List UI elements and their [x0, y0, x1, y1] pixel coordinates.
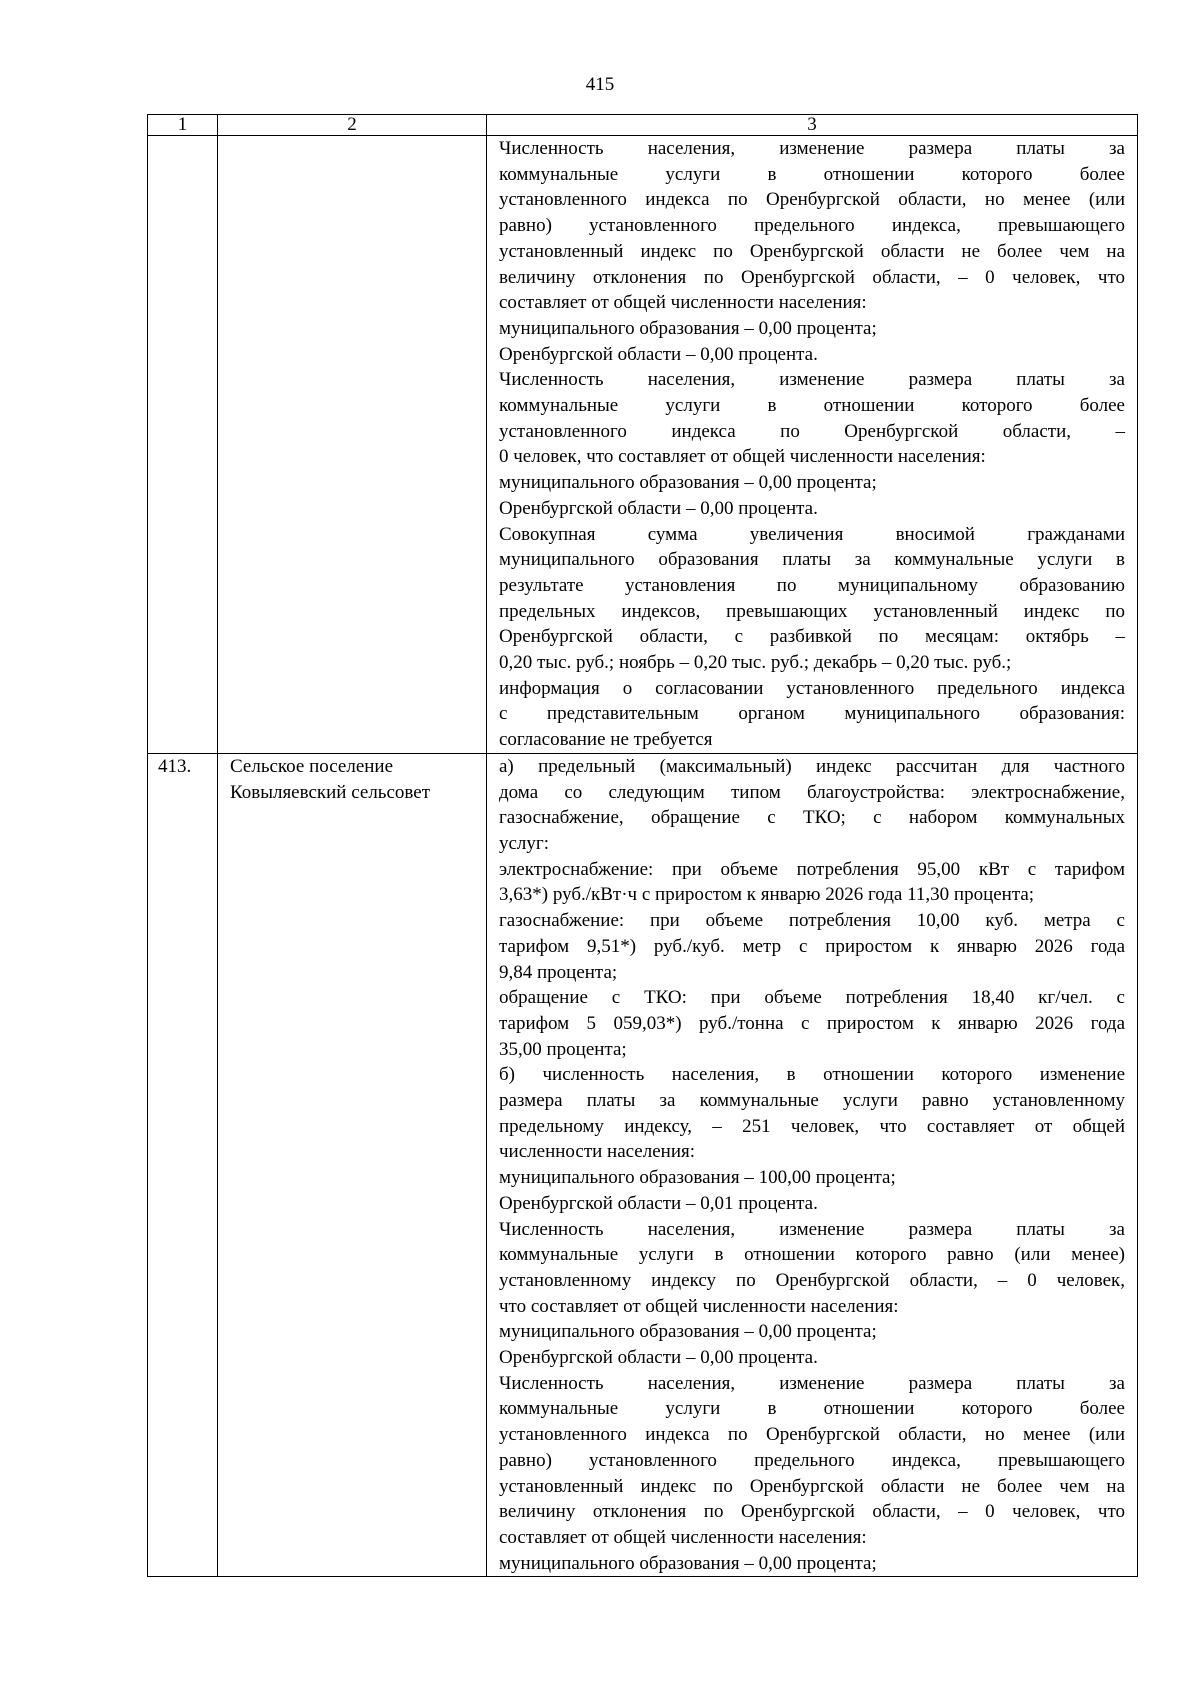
description-line: 35,00 процента; — [499, 1038, 627, 1060]
description-line: муниципального образования платы за коммунальные услуги в — [499, 549, 1125, 571]
municipality-name-line: Ковыляевский сельсовет — [230, 781, 431, 803]
description-line: Оренбургской области – 0,00 процента. — [499, 1347, 818, 1369]
description-line: что составляет от общей численности населения: — [499, 1295, 899, 1317]
description-line: электроснабжение: при объеме потребления 95,00 кВт с тарифом — [499, 858, 1125, 880]
description-line: установленному индексу по Оренбургской области, – 0 человек, — [499, 1269, 1125, 1291]
header-cell-1: 1 — [148, 115, 218, 136]
description-line: с представительным органом муниципального образования: — [499, 703, 1125, 725]
description-line: установленный индекс по Оренбургской области не более чем на — [499, 1475, 1125, 1497]
row-description — [487, 753, 1138, 1577]
description-line: Оренбургской области – 0,00 процента. — [499, 497, 818, 519]
description-line: предельному индексу, – 251 человек, что составляет от общей — [499, 1115, 1125, 1137]
description-line: 0,20 тыс. руб.; ноябрь – 0,20 тыс. руб.; декабрь – 0,20 тыс. руб.; — [499, 652, 1012, 674]
description-line: размера платы за коммунальные услуги равно установленному — [499, 1090, 1125, 1112]
table-row-413 — [148, 753, 1138, 1577]
municipality-name-line: Сельское поселение — [230, 755, 394, 777]
description-line: величину отклонения по Оренбургской области, – 0 человек, что — [499, 1501, 1125, 1523]
description-line: Оренбургской области – 0,01 процента. — [499, 1192, 818, 1214]
table-row-continuation — [148, 136, 1138, 754]
description-line: 9,84 процента; — [499, 961, 618, 983]
index-table — [147, 114, 1138, 1577]
header-cell-3: 3 — [487, 115, 1138, 136]
description-line: обращение с ТКО: при объеме потребления 18,40 кг/чел. с — [499, 987, 1125, 1009]
description-line: Численность населения, изменение размера платы за — [499, 1218, 1125, 1240]
description-line: а) предельный (максимальный) индекс рассчитан для частного — [499, 755, 1125, 777]
description-line: коммунальные услуги в отношении которого более — [499, 1398, 1125, 1420]
description-line: тарифом 9,51*) руб./куб. метр с приростом к январю 2026 года — [499, 935, 1125, 957]
description-line: результате установления по муниципальному образованию — [499, 574, 1125, 596]
description-line: 0 человек, что составляет от общей численности населения: — [499, 446, 986, 468]
description-line: установленного индекса по Оренбургской области, но менее (или — [499, 1424, 1125, 1446]
description-line: установленного индекса по Оренбургской области, но менее (или — [499, 189, 1125, 211]
description-line: информация о согласовании установленного предельного индекса — [499, 677, 1125, 699]
description-line: коммунальные услуги в отношении которого более — [499, 163, 1125, 185]
description-line: равно) установленного предельного индекса, превышающего — [499, 215, 1125, 237]
description-line: Оренбургской области – 0,00 процента. — [499, 343, 818, 365]
description-line: численности населения: — [499, 1141, 696, 1163]
description-line: Численность населения, изменение размера платы за — [499, 369, 1125, 391]
description-line: муниципального образования – 0,00 процента; — [499, 317, 877, 339]
page-number: 415 — [585, 74, 615, 95]
row-number: 413. — [148, 753, 218, 1577]
description-line: предельных индексов, превышающих установленный индекс по — [499, 600, 1125, 622]
description-line: Численность населения, изменение размера платы за — [499, 138, 1125, 159]
description-line: Численность населения, изменение размера платы за — [499, 1372, 1125, 1394]
municipality-name — [218, 753, 487, 1577]
description-line: газоснабжение, обращение с ТКО; с набором коммунальных — [499, 807, 1125, 829]
description-line: Совокупная сумма увеличения вносимой гражданами — [499, 523, 1125, 545]
description-line: коммунальные услуги в отношении которого равно (или менее) — [499, 1244, 1125, 1266]
description-line: газоснабжение: при объеме потребления 10,00 куб. метра с — [499, 910, 1125, 932]
row-description — [487, 136, 1138, 754]
description-line: составляет от общей численности населения: — [499, 1526, 867, 1548]
description-line: дома со следующим типом благоустройства: электроснабжение, — [499, 781, 1125, 803]
row-number — [148, 136, 218, 754]
description-line: тарифом 5 059,03*) руб./тонна с приростом к январю 2026 года — [499, 1012, 1125, 1034]
description-line: установленный индекс по Оренбургской области не более чем на — [499, 240, 1125, 262]
municipality-name — [218, 136, 487, 754]
description-line: составляет от общей численности населения: — [499, 292, 867, 314]
description-line: коммунальные услуги в отношении которого более — [499, 395, 1125, 417]
description-line: 3,63*) руб./кВт·ч с приростом к январю 2026 года 11,30 процента; — [499, 884, 1035, 906]
description-line: муниципального образования – 100,00 процента; — [499, 1167, 896, 1189]
description-line: согласование не требуется — [499, 729, 713, 751]
description-line: муниципального образования – 0,00 процента; — [499, 1552, 877, 1574]
description-line: Оренбургской области, с разбивкой по месяцам: октябрь – — [499, 626, 1125, 648]
description-line: муниципального образования – 0,00 процента; — [499, 472, 877, 494]
description-line: б) численность населения, в отношении которого изменение — [499, 1064, 1125, 1086]
table-header-row — [148, 115, 1138, 136]
description-line: муниципального образования – 0,00 процента; — [499, 1321, 877, 1343]
header-cell-2: 2 — [218, 115, 487, 136]
description-line: установленного индекса по Оренбургской области, – — [499, 420, 1125, 442]
description-line: величину отклонения по Оренбургской области, – 0 человек, что — [499, 266, 1125, 288]
description-line: услуг: — [499, 832, 549, 854]
description-line: равно) установленного предельного индекса, превышающего — [499, 1449, 1125, 1471]
